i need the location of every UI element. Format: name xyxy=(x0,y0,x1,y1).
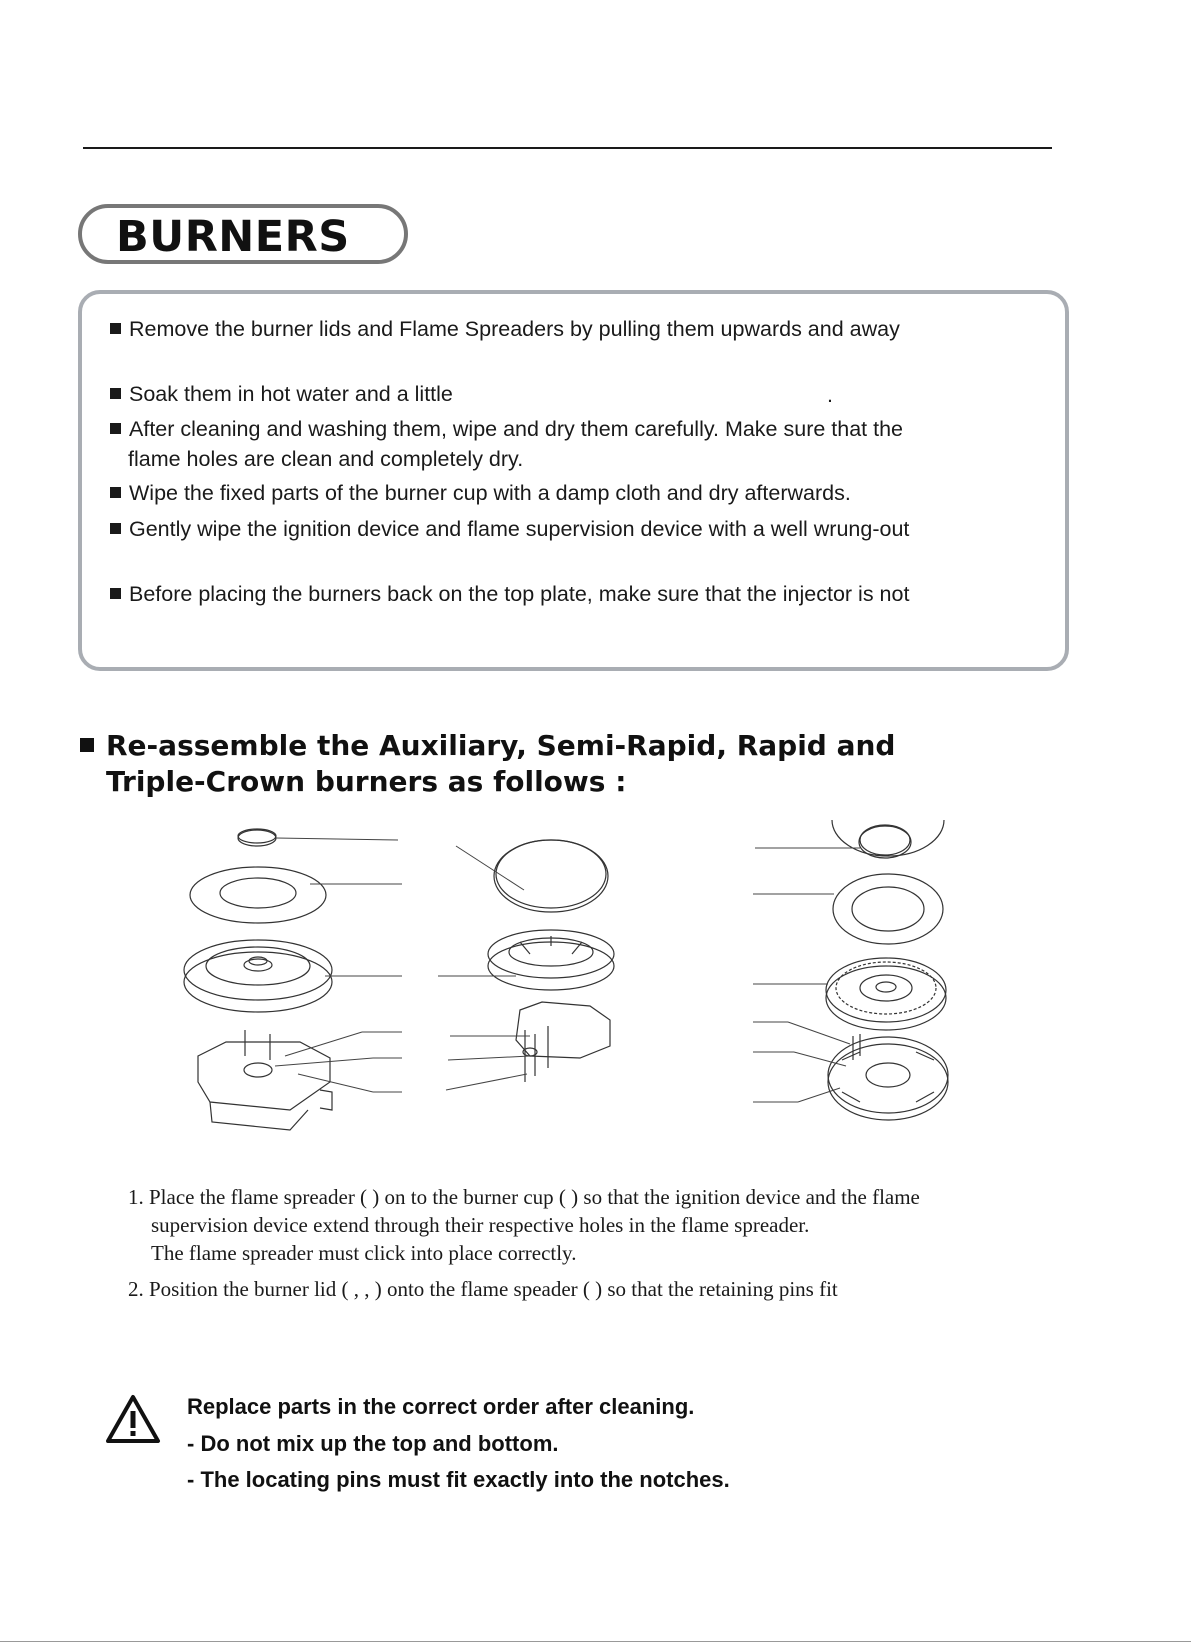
burner-exploded-middle xyxy=(488,840,614,1082)
bullet-square-icon xyxy=(110,423,121,434)
bullet-square-icon xyxy=(110,523,121,534)
bullet-text: Soak them in hot water and a little xyxy=(129,382,453,406)
warning-triangle-icon xyxy=(104,1393,162,1445)
step-1: 1. Place the flame spreader ( ) on to the burner cup ( ) so that the ignition device and the flame xyxy=(128,1185,920,1209)
heading-square-icon xyxy=(80,738,94,752)
bullet-soak xyxy=(110,381,453,407)
burner-exploded-left xyxy=(184,829,332,1130)
bullet-after-cleaning xyxy=(110,416,903,442)
bullet-after-cleaning-cont: flame holes are clean and completely dry. xyxy=(128,447,524,471)
bullet-text: Gently wipe the ignition device and flame supervision device with a well wrung-out xyxy=(129,517,910,541)
bullet-text: Remove the burner lids and Flame Spreaders by pulling them upwards and away xyxy=(129,317,900,341)
bullet-square-icon xyxy=(110,588,121,599)
bullet-remove-lids xyxy=(110,316,900,342)
callout-lines-middle xyxy=(438,846,530,1090)
burner-exploded-right xyxy=(826,820,948,1120)
bullet-soak-end: . xyxy=(827,383,833,407)
bullet-square-icon xyxy=(110,487,121,498)
step-1-cont-a: supervision device extend through their respective holes in the flame spreader. xyxy=(151,1213,810,1237)
callout-lines-left xyxy=(275,838,402,1092)
heading-text: Re-assemble the Auxiliary, Semi-Rapid, Rapid and xyxy=(106,729,896,762)
page-title: BURNERS xyxy=(116,212,350,262)
warning-line-2: - Do not mix up the top and bottom. xyxy=(187,1431,559,1456)
reassemble-heading xyxy=(80,729,895,763)
bullet-square-icon xyxy=(110,323,121,334)
bullet-text: Wipe the fixed parts of the burner cup with a damp cloth and dry afterwards. xyxy=(129,481,851,505)
bullet-square-icon xyxy=(110,388,121,399)
warning-line-3: - The locating pins must fit exactly into the notches. xyxy=(187,1467,730,1492)
bullet-text: Before placing the burners back on the top plate, make sure that the injector is not xyxy=(129,582,910,606)
bullet-wipe-fixed xyxy=(110,480,851,506)
bullet-before-placing xyxy=(110,581,909,607)
bullet-gently-wipe xyxy=(110,516,909,542)
warning-line-1: Replace parts in the correct order after cleaning. xyxy=(187,1394,695,1419)
step-1-cont-b: The flame spreader must click into place correctly. xyxy=(151,1241,577,1265)
top-rule xyxy=(83,147,1052,149)
bullet-text: After cleaning and washing them, wipe and dry them carefully. Make sure that the xyxy=(129,417,904,441)
step-2: 2. Position the burner lid ( , , ) onto the flame speader ( ) so that the retaining pins fit xyxy=(128,1277,838,1301)
reassemble-heading-cont: Triple-Crown burners as follows : xyxy=(106,765,627,798)
bottom-rule xyxy=(0,1641,1191,1642)
burner-assembly-diagram xyxy=(170,820,990,1140)
